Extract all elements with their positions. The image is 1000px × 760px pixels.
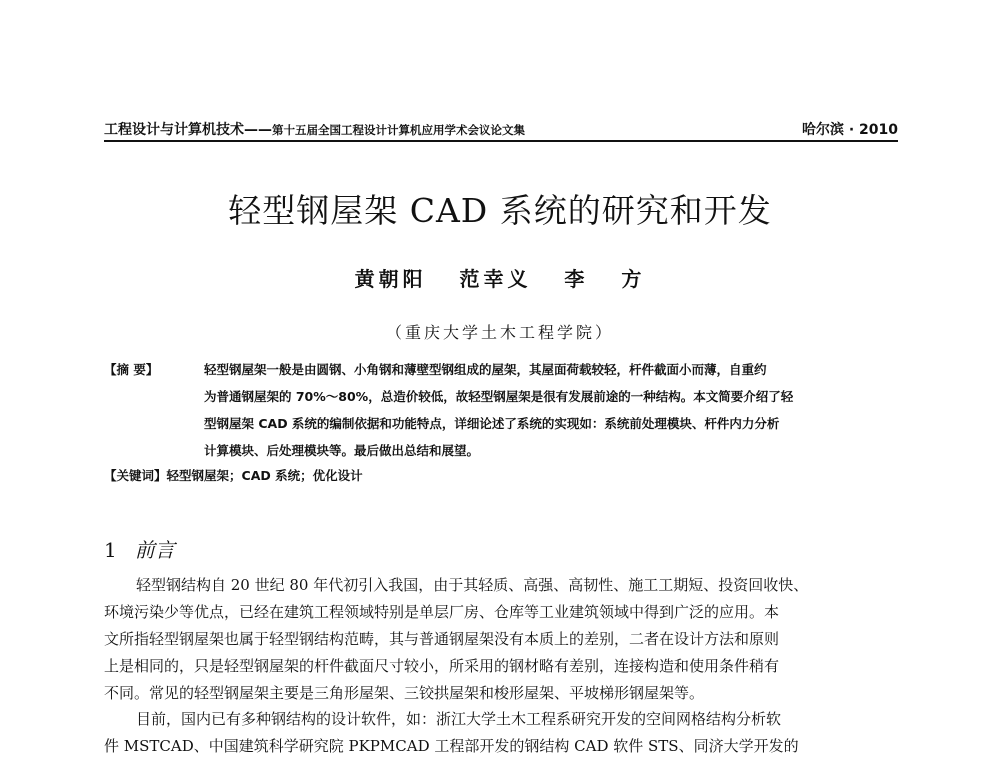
abstract-body [204,356,900,464]
abstract-line: 计算模块、后处理模块等。最后做出总结和展望。 [204,443,480,458]
abstract-line: 型钢屋架 CAD 系统的编制依据和功能特点，详细论述了系统的实现如：系统前处理模块、杆件内力分析 [204,416,780,431]
running-header-left [104,119,525,139]
running-header [104,117,898,139]
keywords-label: 【关键词】 [104,468,167,483]
abstract-label: 【摘 要】 [104,362,159,377]
paragraph-line: 文所指轻型钢屋架也属于轻型钢结构范畴，其与普通钢屋架没有本质上的差别，二者在设计方法和原则 [104,630,780,648]
section-heading [104,534,175,563]
running-header-book-title: 工程设计与计算机技术—— [104,122,272,138]
keywords-text: 轻型钢屋架；CAD 系统；优化设计 [166,468,363,483]
paper-authors: 黄朝阳 范幸义 李 方 [354,267,646,291]
section-title: 前言 [134,538,175,562]
section-number: 1 [104,538,117,562]
paper-title: 轻型钢屋架 CAD 系统的研究和开发 [228,191,772,230]
running-header-location-year: 哈尔滨 · 2010 [801,122,898,138]
running-header-proceedings: 第十五届全国工程设计计算机应用学术会议论文集 [272,123,525,137]
abstract-line: 轻型钢屋架一般是由圆钢、小角钢和薄壁型钢组成的屋架，其屋面荷载较轻，杆件截面小而薄，自重约 [204,362,767,377]
paragraph-line: 环境污染少等优点，已经在建筑工程领域特别是单层厂房、仓库等工业建筑领域中得到广泛的应用。本 [104,603,780,621]
paragraph-line: 目前，国内已有多种钢结构的设计软件，如：浙江大学土木工程系研究开发的空间网格结构分析软 [136,710,782,728]
paragraph-line: 上是相同的，只是轻型钢屋架的杆件截面尺寸较小，所采用的钢材略有差别，连接构造和使用条件稍有 [104,657,780,675]
body-paragraph-1 [104,572,900,707]
header-rule [104,140,898,142]
paper-affiliation: （重庆大学土木工程学院） [385,323,614,342]
abstract-line: 为普通钢屋架的 70%～80%，总造价较低，故轻型钢屋架是很有发展前途的一种结构。本文简要介绍了轻 [204,389,794,404]
keywords [104,466,363,484]
body-paragraph-2 [104,706,900,760]
paragraph-line: 件 MSTCAD、中国建筑科学研究院 PKPMCAD 工程部开发的钢结构 CAD 软件 STS、同济大学开发的 [104,737,799,755]
paragraph-line: 不同。常见的轻型钢屋架主要是三角形屋架、三铰拱屋架和梭形屋架、平坡梯形钢屋架等。 [104,684,705,702]
paragraph-line: 轻型钢结构自 20 世纪 80 年代初引入我国，由于其轻质、高强、高韧性、施工工期短、投资回收快、 [136,576,809,594]
